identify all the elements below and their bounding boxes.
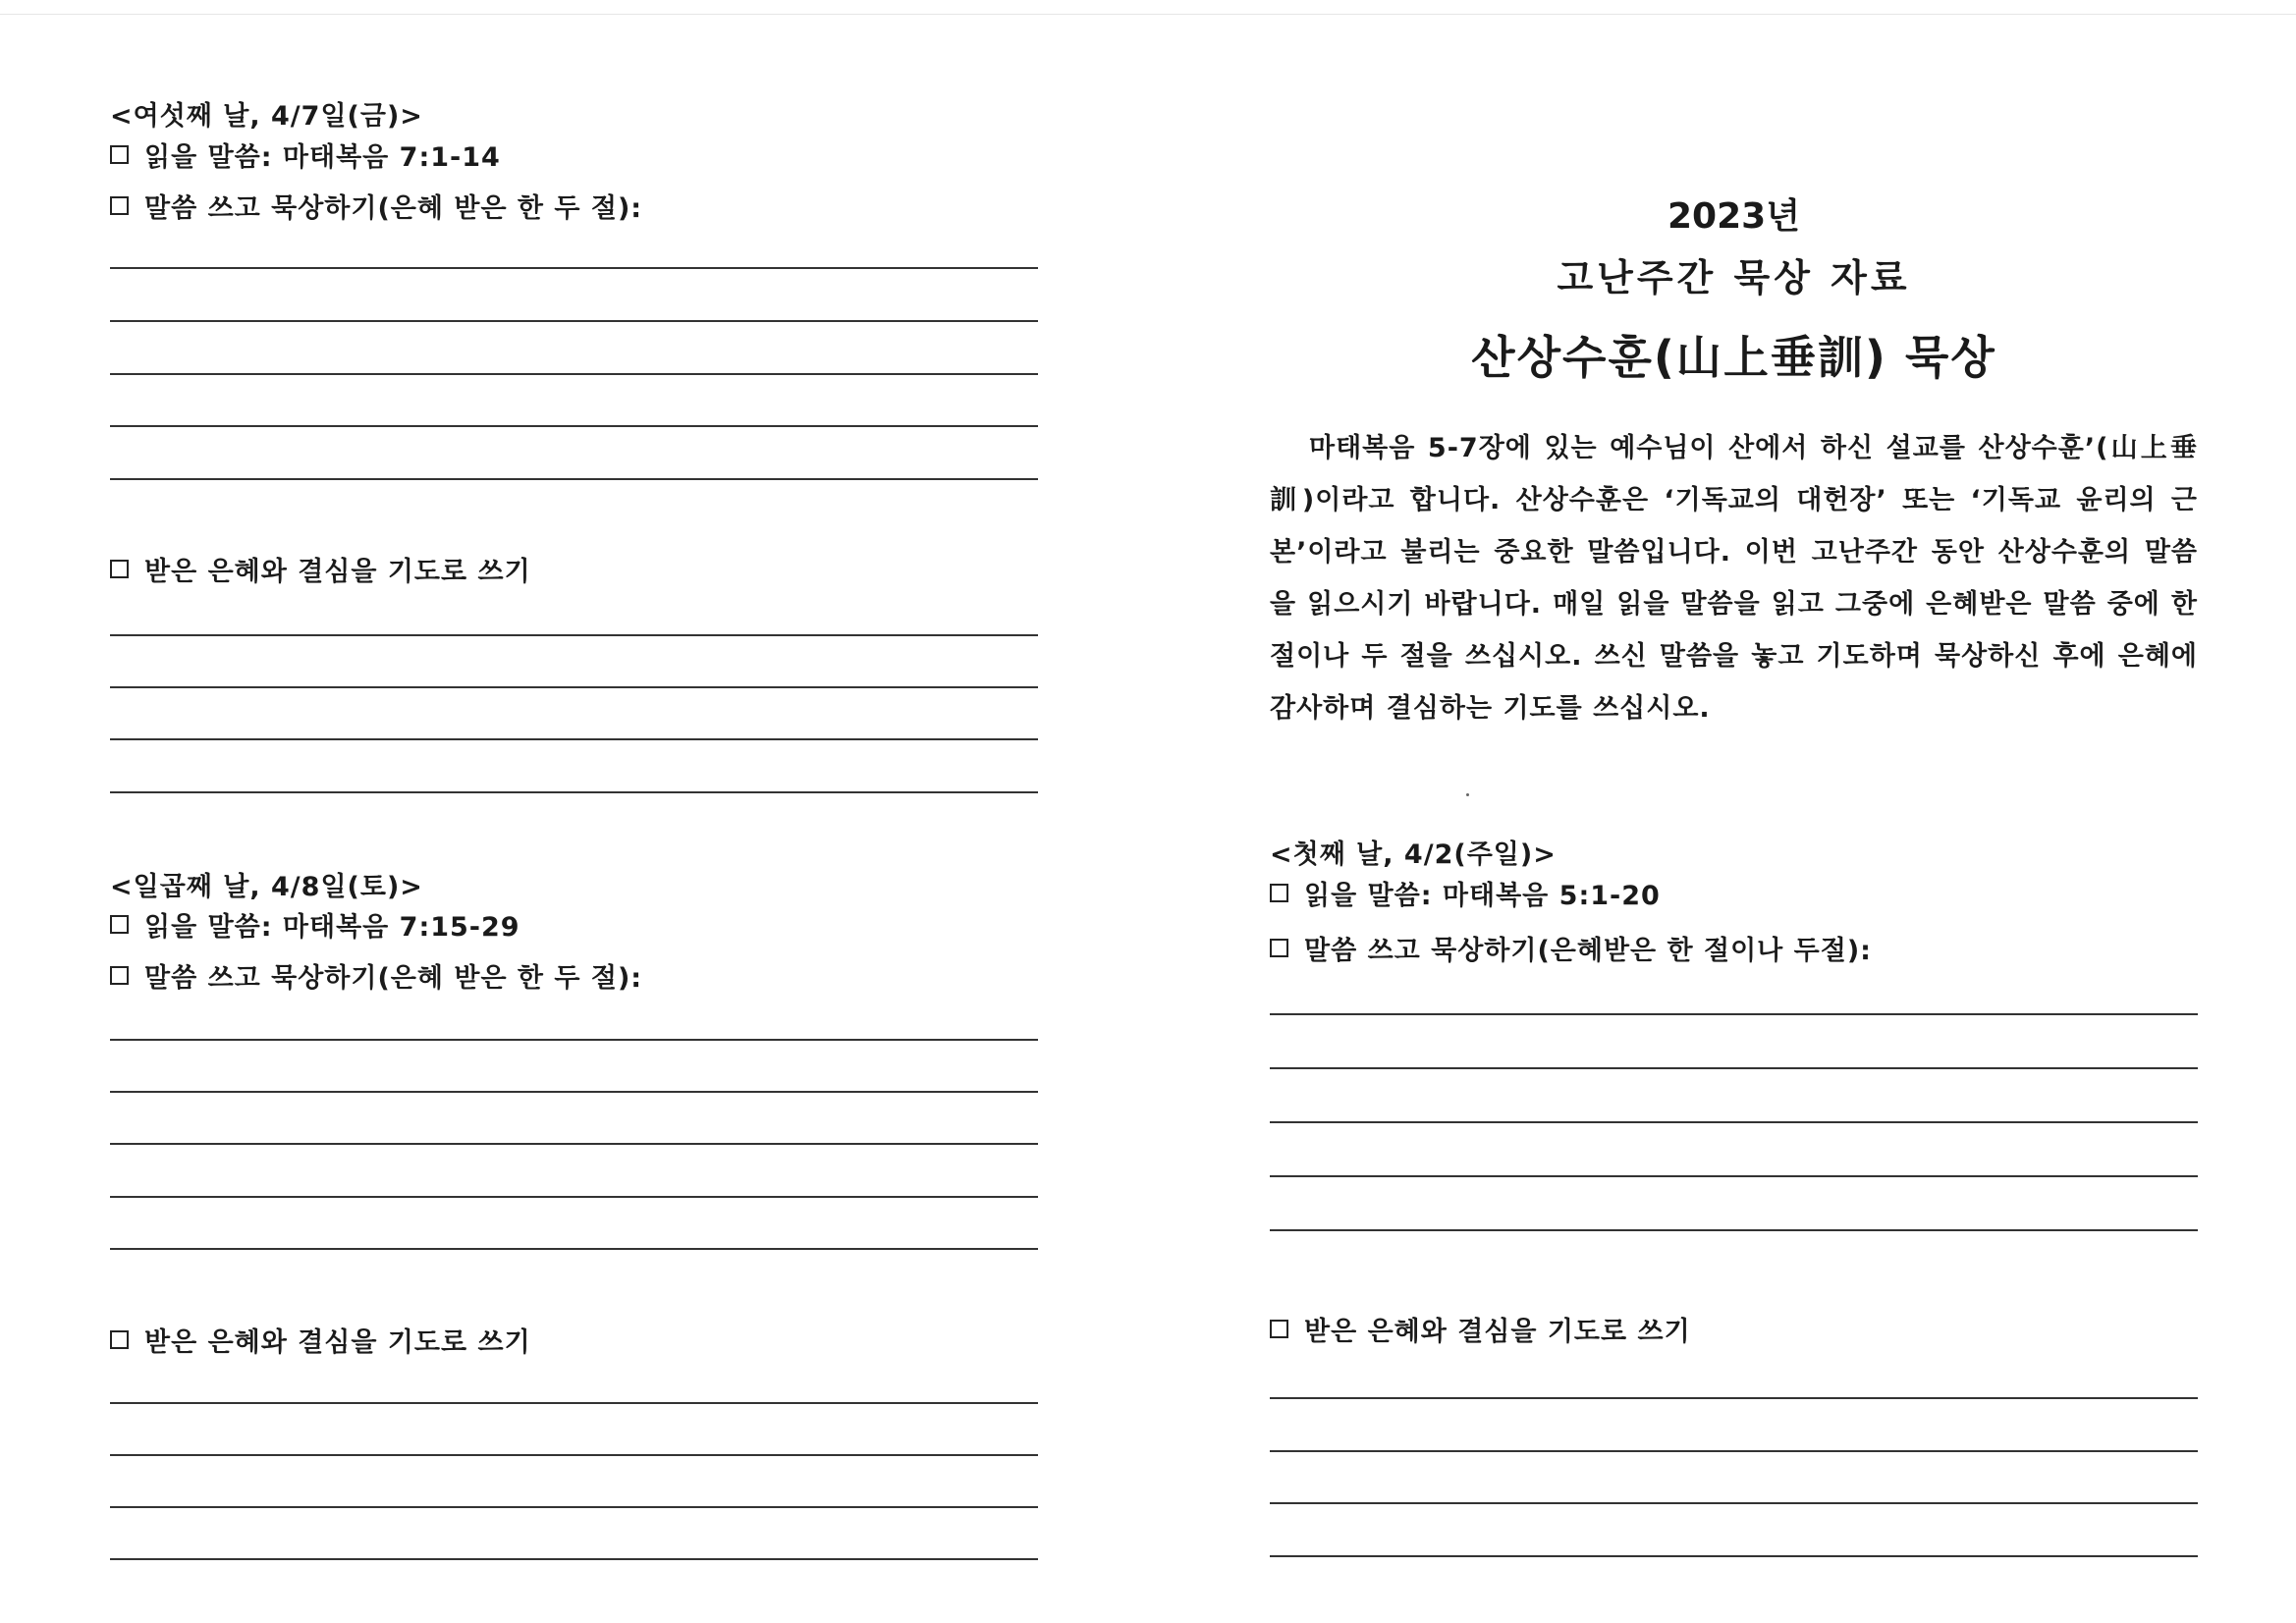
writing-line [110, 634, 1038, 636]
writing-line [110, 1143, 1038, 1145]
writing-line [110, 1248, 1038, 1250]
day1-reading-text: 읽을 말씀: 마태복음 5:1-20 [1304, 881, 1661, 911]
writing-line [110, 1196, 1038, 1198]
intro-paragraph: 마태복음 5-7장에 있는 예수님이 산에서 하신 설교를 산상수훈’(山上垂訓)이라고 합니다. 산상수훈은 ‘기독교의 대헌장’ 또는 ‘기독교 윤리의 근본’이라고 불리는 중요한 말씀입니다. 이번 고난주간 동안 산상수훈의 말씀을 읽으시기 바랍니다. 매일 읽을 말씀을 읽고 그중에 은혜받은 말씀 중에 한 절이나 두 절을 쓰십시오. 쓰신 말씀을 놓고 기도하며 묵상하신 후에 은혜에 감사하며 결심하는 기도를 쓰십시오. [1270, 433, 2198, 724]
writing-line [110, 791, 1038, 793]
day6-reading-text: 읽을 말씀: 마태복음 7:1-14 [144, 142, 501, 173]
subtitle-heading: 고난주간 묵상 자료 [1557, 256, 1911, 299]
checkbox-icon[interactable] [110, 560, 129, 578]
writing-line [110, 373, 1038, 375]
day7-reading-item [110, 905, 520, 944]
day6-reading-item [110, 135, 501, 174]
writing-line [1270, 1555, 2198, 1557]
writing-line [110, 1454, 1038, 1456]
day1-write-text: 말씀 쓰고 묵상하기(은혜받은 한 절이나 두절): [1304, 936, 1872, 966]
writing-line [1270, 1121, 2198, 1123]
writing-line [110, 1506, 1038, 1508]
writing-line [110, 478, 1038, 480]
writing-line [1270, 1229, 2198, 1231]
main-title: 산상수훈(山上垂訓) 묵상 [1471, 331, 1996, 384]
checkbox-icon[interactable] [110, 966, 129, 985]
writing-line [110, 1402, 1038, 1404]
day1-write-item [1270, 929, 1872, 967]
day7-reading-text: 읽을 말씀: 마태복음 7:15-29 [144, 912, 520, 943]
scan-speck [1466, 793, 1469, 796]
writing-line [110, 1091, 1038, 1093]
day7-prayer-item [110, 1321, 531, 1359]
writing-line [110, 686, 1038, 688]
day1-prayer-text: 받은 은혜와 결심을 기도로 쓰기 [1304, 1317, 1691, 1347]
day7-title: <일곱째 날, 4/8일(토)> [110, 872, 423, 902]
checkbox-icon[interactable] [1270, 939, 1288, 957]
day1-title: <첫째 날, 4/2(주일)> [1270, 839, 1557, 870]
day7-write-item [110, 956, 642, 995]
writing-line [110, 1558, 1038, 1560]
day6-prayer-text: 받은 은혜와 결심을 기도로 쓰기 [144, 557, 531, 587]
checkbox-icon[interactable] [110, 145, 129, 164]
writing-line [110, 320, 1038, 322]
day7-prayer-text: 받은 은혜와 결심을 기도로 쓰기 [144, 1327, 531, 1358]
writing-line [1270, 1013, 2198, 1015]
checkbox-icon[interactable] [110, 1330, 129, 1349]
day1-reading-item [1270, 874, 1661, 912]
writing-line [1270, 1502, 2198, 1504]
writing-line [110, 425, 1038, 427]
day6-prayer-item [110, 550, 531, 588]
year-heading: 2023년 [1667, 196, 1800, 237]
writing-line [1270, 1450, 2198, 1452]
writing-line [1270, 1397, 2198, 1399]
checkbox-icon[interactable] [110, 196, 129, 215]
checkbox-icon[interactable] [110, 915, 129, 934]
day6-write-text: 말씀 쓰고 묵상하기(은혜 받은 한 두 절): [144, 193, 643, 224]
scan-edge [0, 14, 2296, 15]
writing-line [110, 267, 1038, 269]
writing-line [110, 738, 1038, 740]
writing-line [110, 1039, 1038, 1041]
checkbox-icon[interactable] [1270, 884, 1288, 902]
day1-prayer-item [1270, 1310, 1691, 1348]
checkbox-icon[interactable] [1270, 1320, 1288, 1338]
writing-line [1270, 1175, 2198, 1177]
day7-write-text: 말씀 쓰고 묵상하기(은혜 받은 한 두 절): [144, 963, 643, 994]
day6-title: <여섯째 날, 4/7일(금)> [110, 101, 423, 132]
day6-write-item [110, 187, 642, 225]
writing-line [1270, 1067, 2198, 1069]
